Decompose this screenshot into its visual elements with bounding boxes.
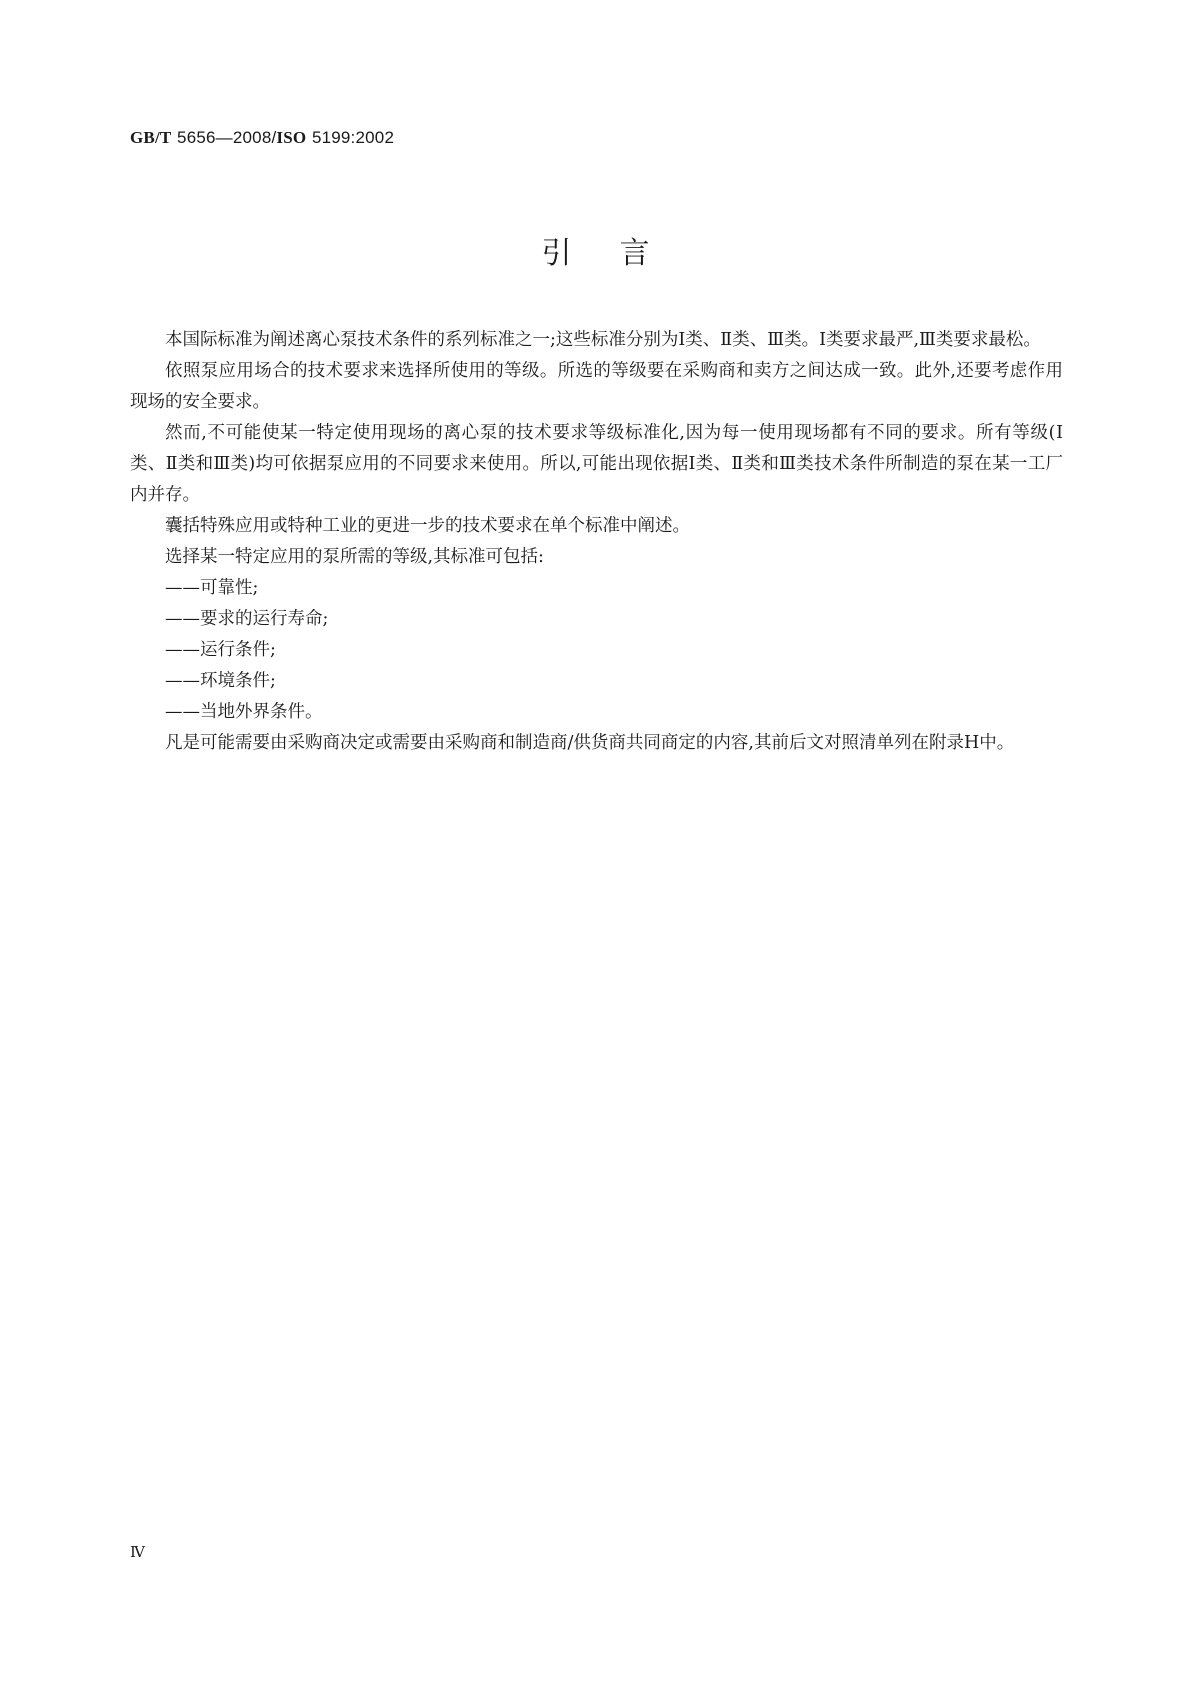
- paragraph: 本国际标准为阐述离心泵技术条件的系列标准之一;这些标准分别为Ⅰ类、Ⅱ类、Ⅲ类。Ⅰ类要求最严,Ⅲ类要求最松。: [165, 330, 1041, 350]
- page-title: 引言: [541, 236, 698, 271]
- closing-paragraph: 凡是可能需要由采购商决定或需要由采购商和制造商/供货商共同商定的内容,其前后文对照清单列在附录H中。: [165, 733, 1015, 753]
- paragraph: 依照泵应用场合的技术要求来选择所使用的等级。所选的等级要在采购商和卖方之间达成一致。此外,还要考虑作用现场的安全要求。: [130, 361, 1063, 412]
- criteria-list-item: ——可靠性;: [165, 578, 259, 598]
- paragraph: 囊括特殊应用或特种工业的更进一步的技术要求在单个标准中阐述。: [165, 516, 690, 536]
- page-number: Ⅳ: [130, 1545, 145, 1561]
- standard-number: [130, 128, 394, 148]
- standard-gb-number: 5656—2008/: [177, 128, 277, 147]
- paragraph: 然而,不可能使某一特定使用现场的离心泵的技术要求等级标准化,因为每一使用现场都有不同的要求。所有等级(Ⅰ类、Ⅱ类和Ⅲ类)均可依据泵应用的不同要求来使用。所以,可能出现依据Ⅰ类、Ⅱ类和Ⅲ类技术条件所制造的泵在某一工厂内并存。: [130, 423, 1063, 505]
- criteria-list-item: ——环境条件;: [165, 671, 276, 691]
- standard-iso-number: 5199:2002: [311, 128, 395, 147]
- criteria-list-item: ——要求的运行寿命;: [165, 609, 329, 629]
- standard-prefix-gbt: GB/T: [130, 128, 172, 147]
- criteria-list-item: ——运行条件;: [165, 640, 276, 660]
- document-body: [130, 325, 1063, 759]
- criteria-list-item: ——当地外界条件。: [165, 702, 323, 722]
- standard-prefix-iso: ISO: [276, 128, 307, 147]
- paragraph: 选择某一特定应用的泵所需的等级,其标准可包括:: [165, 547, 544, 567]
